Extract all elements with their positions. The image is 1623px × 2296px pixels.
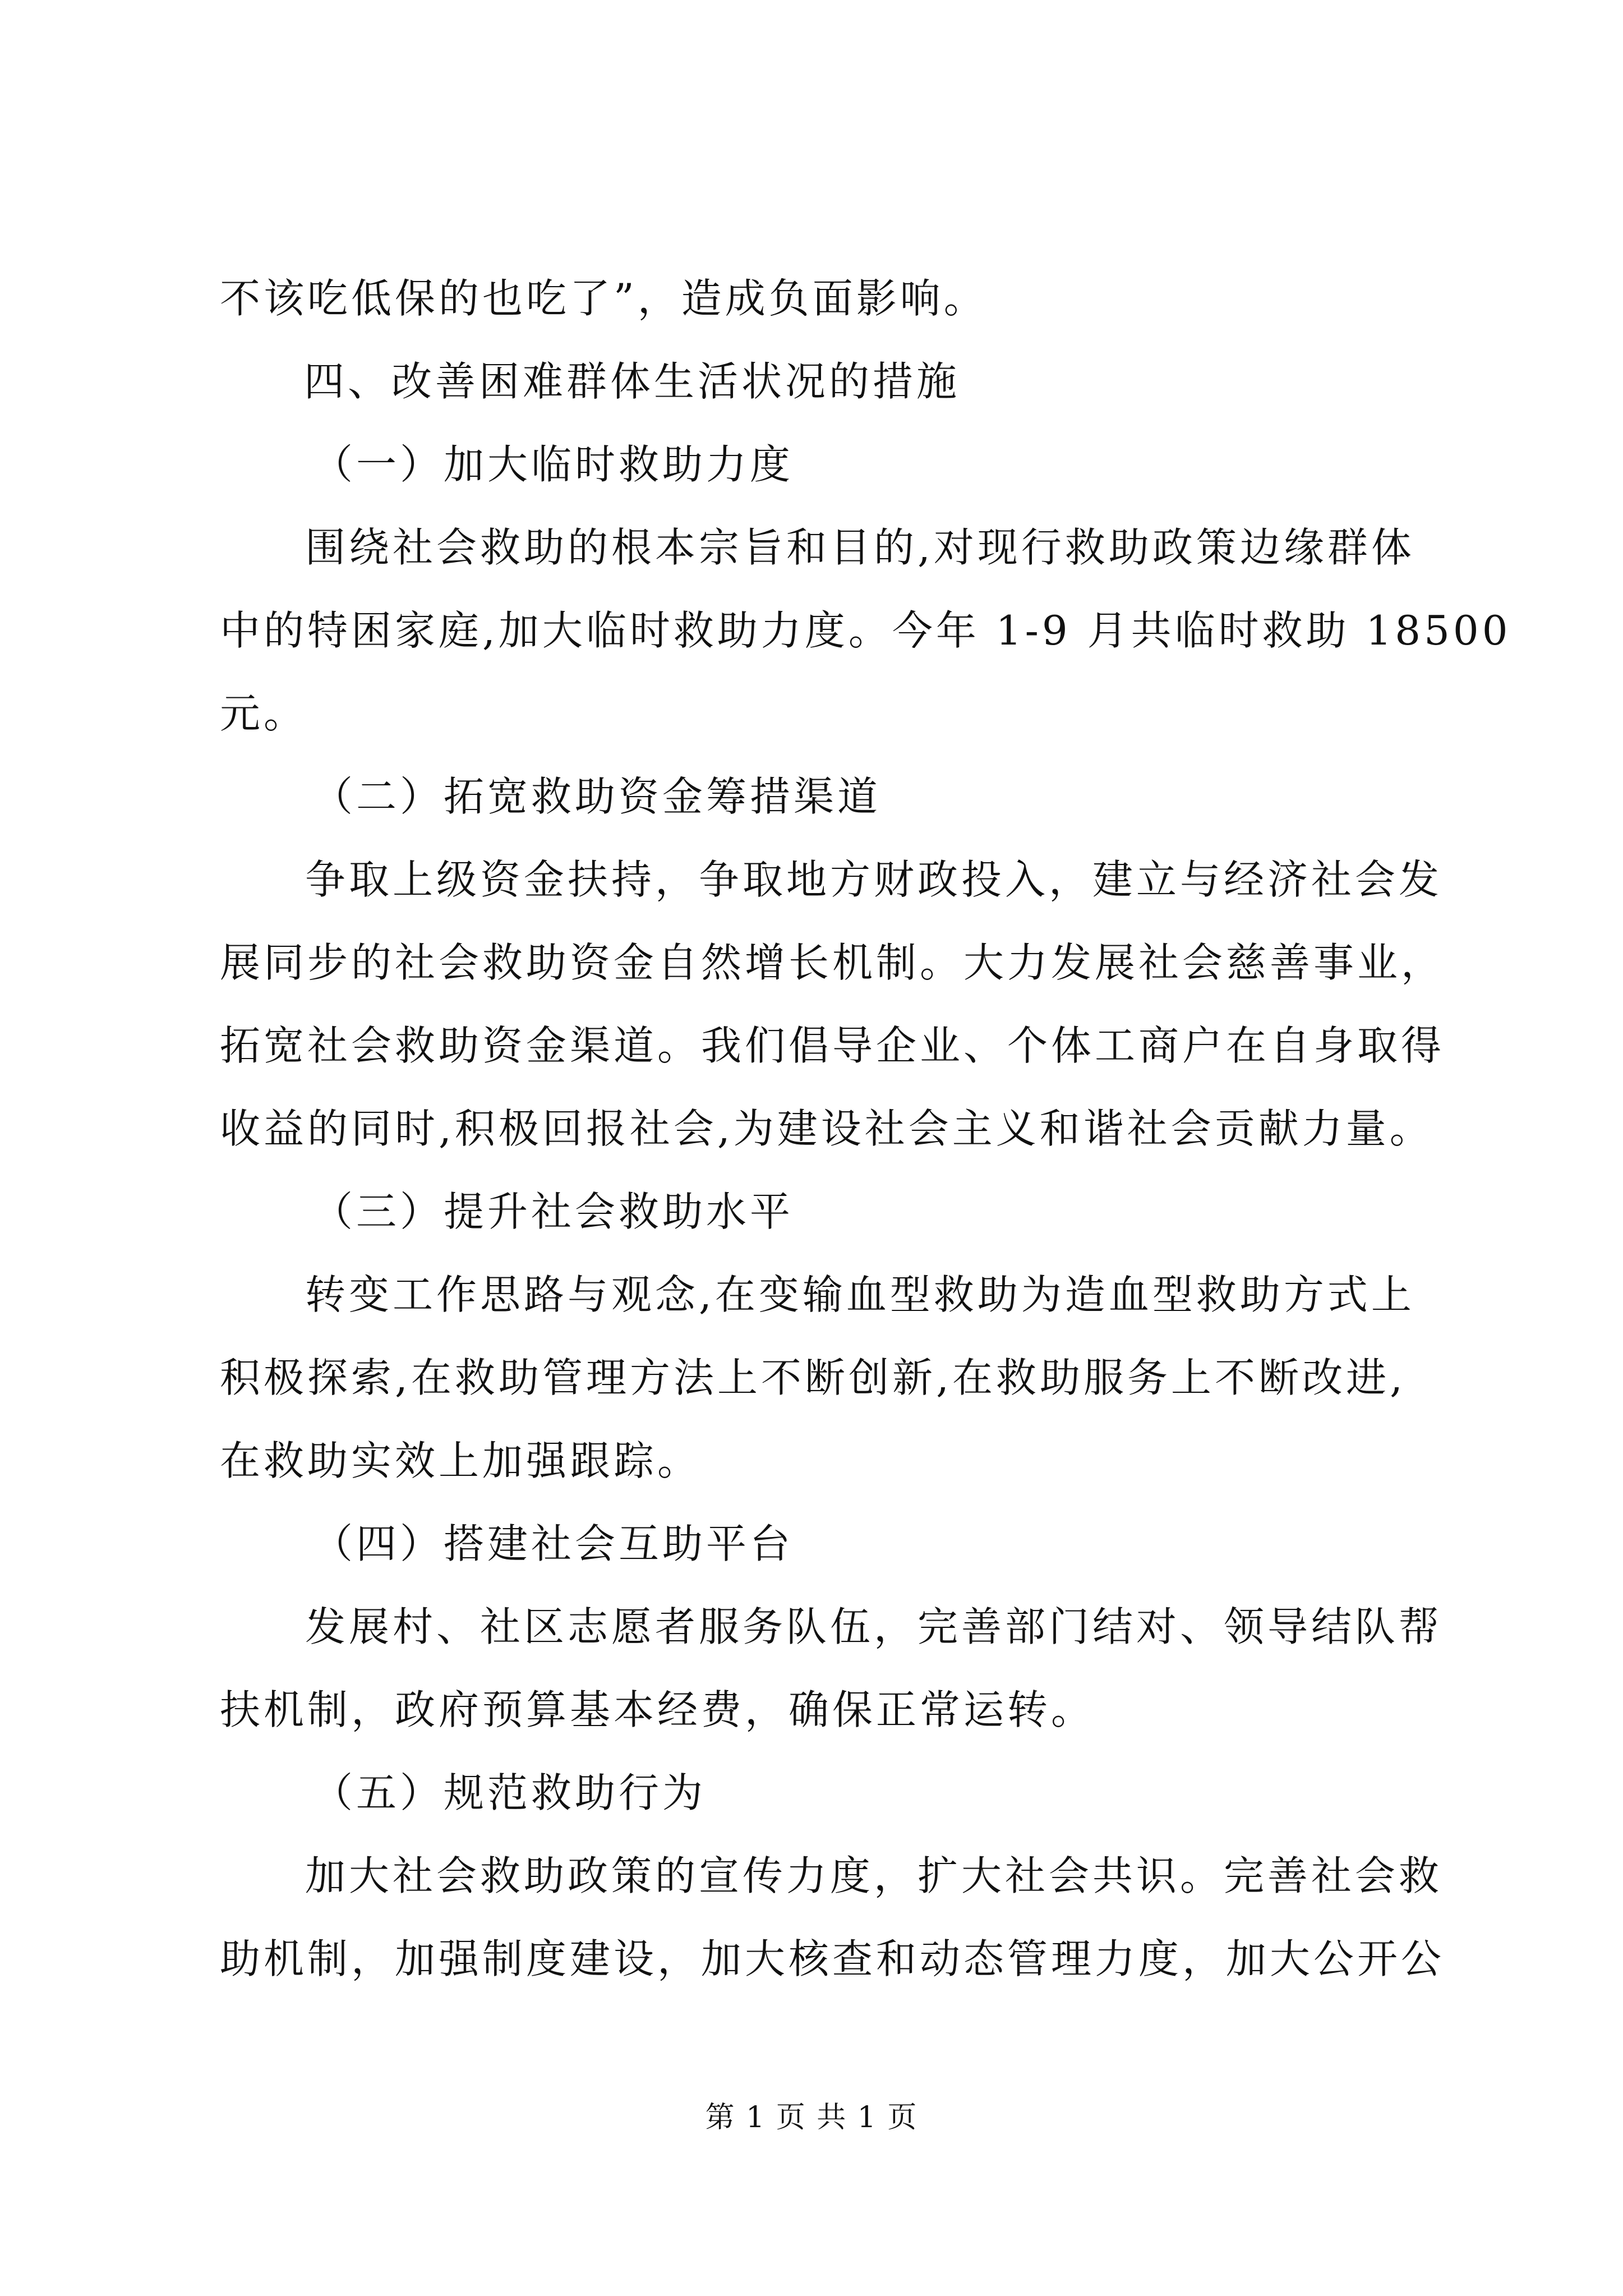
text-line: 中的特困家庭,加大临时救助力度。今年 1-9 月共临时救助 18500 <box>220 607 1511 654</box>
text-line: 加大社会救助政策的宣传力度，扩大社会共识。完善社会救 <box>305 1852 1443 1899</box>
page-footer: 第 1 页 共 1 页 <box>705 2101 918 2134</box>
text-line: 围绕社会救助的根本宗旨和目的,对现行救助政策边缘群体 <box>305 524 1415 571</box>
subsection-heading: （三）提升社会救助水平 <box>312 1188 794 1235</box>
text-line: 争取上级资金扶持，争取地方财政投入，建立与经济社会发 <box>305 856 1443 903</box>
subsection-heading: （四）搭建社会互助平台 <box>312 1520 794 1567</box>
text-line: 积极探索,在救助管理方法上不断创新,在救助服务上不断改进, <box>220 1354 1406 1401</box>
subsection-heading: （二）拓宽救助资金筹措渠道 <box>312 773 882 820</box>
section-heading: 四、改善困难群体生活状况的措施 <box>304 358 961 405</box>
text-line: 助机制，加强制度建设，加大核查和动态管理力度，加大公开公 <box>220 1935 1445 1982</box>
text-line: 不该吃低保的也吃了”，造成负面影响。 <box>220 275 988 322</box>
document-body <box>220 257 1511 2000</box>
text-line: 在救助实效上加强跟踪。 <box>220 1437 702 1484</box>
text-line: 展同步的社会救助资金自然增长机制。大力发展社会慈善事业， <box>220 939 1445 986</box>
subsection-heading: （五）规范救助行为 <box>312 1769 707 1816</box>
text-line: 发展村、社区志愿者服务队伍，完善部门结对、领导结队帮 <box>305 1603 1443 1650</box>
text-line: 拓宽社会救助资金渠道。我们倡导企业、个体工商户在自身取得 <box>220 1022 1445 1069</box>
text-line: 收益的同时,积极回报社会,为建设社会主义和谐社会贡献力量。 <box>220 1105 1433 1152</box>
text-line: 转变工作思路与观念,在变输血型救助为造血型救助方式上 <box>305 1271 1415 1318</box>
text-line: 扶机制，政府预算基本经费，确保正常运转。 <box>220 1686 1095 1733</box>
text-line: 元。 <box>220 690 308 737</box>
subsection-heading: （一）加大临时救助力度 <box>312 441 794 488</box>
